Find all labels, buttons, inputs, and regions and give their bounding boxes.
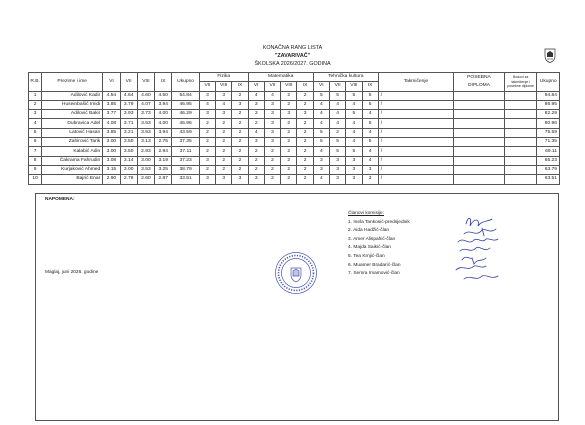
tech-grade-cell: 5 [313,138,329,147]
student-name-cell: Adilović Kadir [42,91,103,100]
grade-average-cell: 3.21 [120,128,137,137]
grade-average-cell: 3.53 [137,119,154,128]
list-title: KONAČNA RANG LISTA [262,45,323,51]
competition-cell: / [378,119,453,128]
bonus-cell [504,110,537,119]
student-name-cell: Čakrama Fahrudin [42,156,103,165]
tech-grade-cell: 4 [362,110,378,119]
tech-grade-cell: 5 [329,147,345,156]
signature-stroke [460,247,490,251]
tech-grade-cell: 5 [362,138,378,147]
physics-grade-cell: 3 [199,156,215,165]
tech-grade-header: VII [329,82,345,91]
math-grade-cell: 4 [264,91,280,100]
diploma-cell [454,128,505,137]
school-year: ŠKOLSKA 2026/2027. GODINA [254,61,331,67]
tech-grade-cell: 5 [346,91,362,100]
math-grade-cell: 3 [264,119,280,128]
tech-grade-cell: 4 [346,138,362,147]
tech-grade-cell: 5 [313,128,329,137]
final-score-cell: 75.59 [537,128,560,137]
math-grade-cell: 2 [281,138,297,147]
physics-grade-cell: 2 [232,128,248,137]
table-row [29,165,560,174]
grade-average-cell: 3.13 [137,138,154,147]
place-date: Maglaj, juni 2026. godine [45,270,99,275]
physics-grade-cell: 2 [216,147,232,156]
physics-grade-cell: 3 [216,91,232,100]
row-number-cell: 10 [29,175,42,184]
grade-average-cell: 4.07 [137,100,154,109]
math-grade-cell: 2 [264,147,280,156]
math-grade-cell: 2 [297,175,313,184]
grade-average-cell: 3.85 [103,128,120,137]
grade-average-cell: 2.78 [120,175,137,184]
notes-title: NAPOMENA: [45,197,75,202]
physics-grade-cell: 3 [199,110,215,119]
math-grade-cell: 2 [281,128,297,137]
bonus-cell [504,119,537,128]
math-grade-header: VIII [281,82,297,91]
row-number-cell: 6 [29,138,42,147]
physics-grade-cell: 3 [216,110,232,119]
math-grade-header: IX [297,82,313,91]
diploma-cell [454,175,505,184]
bonus-cell [504,138,537,147]
math-grade-cell: 2 [264,175,280,184]
tech-grade-cell: 3 [346,175,362,184]
grade-average-cell: 3.25 [155,165,172,174]
physics-grade-cell: 2 [199,138,215,147]
math-grade-cell: 2 [281,100,297,109]
physics-grade-cell: 2 [199,119,215,128]
grade-average-cell: 3.73 [137,110,154,119]
bonus-cell [504,165,537,174]
physics-grade-cell: 2 [232,138,248,147]
total-cell: 37.11 [172,147,199,156]
document-header [0,44,585,68]
grade-average-cell: 3.00 [103,138,120,147]
math-grade-header: VII [264,82,280,91]
math-grade-cell: 3 [297,110,313,119]
math-grade-cell: 3 [248,110,264,119]
math-grade-cell: 2 [297,165,313,174]
student-name-cell: Dubravica Adel [42,119,103,128]
tech-grade-cell: 4 [313,147,329,156]
grade-average-cell: 3.00 [137,156,154,165]
math-grade-cell: 2 [297,138,313,147]
tech-grade-header: IX [362,82,378,91]
grade-average-cell: 2.90 [103,175,120,184]
tech-grade-cell: 5 [346,110,362,119]
tech-grade-cell: 5 [329,138,345,147]
tech-grade-cell: 4 [313,175,329,184]
math-grade-cell: 2 [264,165,280,174]
table-row [29,91,560,100]
commission-member: 2. Aida Hadžić-član [348,228,390,234]
commission-member: 4. Majda Saikić-član [348,245,391,251]
math-grade-cell: 3 [248,175,264,184]
math-grade-cell: 2 [281,119,297,128]
math-grade-cell: 2 [281,165,297,174]
signature-stroke [464,276,498,279]
student-name-cell: Zahirović Tarik [42,138,103,147]
math-grade-cell: 2 [297,91,313,100]
official-stamp-image [274,251,318,295]
col-diploma-header [454,73,505,92]
col-grade-header: VII [120,73,137,92]
tech-grade-header: VIII [346,82,362,91]
grade-average-cell: 3.08 [103,156,120,165]
physics-grade-cell: 2 [199,165,215,174]
physics-grade-cell: 4 [216,100,232,109]
grade-average-cell: 2.75 [155,138,172,147]
signature-stroke [462,257,486,264]
grade-average-cell: 3.77 [103,110,120,119]
col-grade-header: VI [103,73,120,92]
student-name-cell: Kalabić Adin [42,147,103,156]
bonus-cell [504,147,537,156]
grade-average-cell: 3.85 [103,100,120,109]
bonus-cell [504,175,537,184]
physics-grade-cell: 2 [232,119,248,128]
grade-average-cell: 2.87 [155,175,172,184]
school-name: "ZAVARIVAČ" [274,53,311,59]
tech-grade-cell: 4 [329,100,345,109]
tech-grade-cell: 4 [362,128,378,137]
grade-average-cell: 3.93 [120,110,137,119]
commission-member: 3. Amer Alispahić-član [348,236,396,242]
tech-grade-cell: 3 [362,165,378,174]
physics-grade-cell: 2 [216,128,232,137]
tech-grade-cell: 3 [313,165,329,174]
final-score-cell: 86.95 [537,100,560,109]
row-number-cell: 4 [29,119,42,128]
col-bonus-header: Bodovi za takmičenje i posebne diplome [504,73,537,92]
grade-average-cell: 3.79 [120,100,137,109]
student-name-cell: Huseinbašić Imidi [42,100,103,109]
math-grade-cell: 3 [248,138,264,147]
final-score-cell: 63.79 [537,165,560,174]
math-grade-header: VI [248,82,264,91]
table-row [29,138,560,147]
tech-grade-cell: 4 [313,119,329,128]
col-name-header: Prezime i ime [42,73,103,92]
math-grade-cell: 3 [264,128,280,137]
signature-stroke [456,266,486,270]
diploma-cell [454,100,505,109]
grade-average-cell: 4.54 [103,91,120,100]
tech-grade-cell: 4 [346,100,362,109]
math-grade-cell: 2 [264,156,280,165]
math-grade-cell: 3 [281,110,297,119]
competition-cell: / [378,91,453,100]
tech-grade-cell: 5 [329,91,345,100]
col-rb-header: R.B. [29,73,42,92]
tech-grade-cell: 4 [346,128,362,137]
grade-average-cell: 4.50 [155,91,172,100]
table-row [29,119,560,128]
commission-member: 6. Muamer Bradarić-član [348,262,401,268]
tech-grade-cell: 4 [362,156,378,165]
group-physics-header: Fizika [199,73,248,82]
row-number-cell: 9 [29,165,42,174]
physics-grade-cell: 2 [216,165,232,174]
grade-average-cell: 3.50 [120,138,137,147]
competition-cell: / [378,156,453,165]
row-number-cell: 8 [29,156,42,165]
table-row [29,100,560,109]
grade-average-cell: 3.94 [155,100,172,109]
table-row [29,147,560,156]
diploma-cell [454,110,505,119]
grade-average-cell: 3.19 [155,156,172,165]
total-cell: 45.96 [172,119,199,128]
diploma-cell [454,138,505,147]
physics-grade-cell: 2 [232,91,248,100]
bonus-cell [504,91,537,100]
crest-icon [544,48,556,63]
competition-cell: / [378,165,453,174]
diploma-cell [454,147,505,156]
student-name-cell: Adilović Bakir [42,110,103,119]
grade-average-cell: 3.50 [120,147,137,156]
col-grade-header: VIII [137,73,154,92]
physics-grade-header: VII [199,82,215,91]
diploma-cell [454,156,505,165]
total-cell: 46.29 [172,110,199,119]
math-grade-cell: 3 [264,138,280,147]
grade-average-cell: 3.14 [120,156,137,165]
row-number-cell: 5 [29,128,42,137]
math-grade-cell: 2 [248,165,264,174]
diploma-cell [454,119,505,128]
commission-member: 1. Inela Tankosić-predsjednik [348,219,410,225]
row-number-cell: 1 [29,91,42,100]
physics-grade-header: IX [232,82,248,91]
tech-grade-cell: 2 [329,128,345,137]
diploma-cell [454,165,505,174]
math-grade-cell: 2 [248,156,264,165]
signature-stroke [458,239,498,242]
commission-title: Članovi komisije: [348,211,384,216]
table-row [29,128,560,137]
grade-average-cell: 4.64 [120,91,137,100]
commission-list [348,210,410,279]
physics-grade-cell: 2 [216,138,232,147]
physics-grade-cell: 2 [199,147,215,156]
final-score-cell: 94.84 [537,91,560,100]
bonus-cell [504,156,537,165]
physics-grade-cell: 2 [232,110,248,119]
competition-cell: / [378,138,453,147]
math-grade-cell: 2 [297,156,313,165]
grade-average-cell: 3.00 [103,147,120,156]
tech-grade-cell: 4 [313,110,329,119]
competition-cell: / [378,147,453,156]
grade-average-cell: 2.93 [137,147,154,156]
grade-average-cell: 3.94 [155,128,172,137]
grade-average-cell: 3.15 [103,165,120,174]
math-grade-cell: 2 [248,119,264,128]
tech-grade-cell: 3 [313,156,329,165]
diploma-header-line: POSEBNA [467,74,491,80]
col-final-header: Ukupno [537,73,560,92]
grade-average-cell: 4.00 [155,110,172,119]
grade-average-cell: 2.94 [155,147,172,156]
final-score-cell: 80.96 [537,119,560,128]
physics-grade-cell: 2 [216,156,232,165]
math-grade-cell: 2 [281,147,297,156]
physics-grade-cell: 2 [216,119,232,128]
tech-grade-cell: 4 [362,147,378,156]
math-grade-cell: 2 [297,100,313,109]
tech-grade-cell: 5 [362,119,378,128]
ranking-table-body [29,91,560,184]
math-grade-cell: 4 [248,91,264,100]
student-name-cell: Bajrić Enar [42,175,103,184]
grade-average-cell: 4.60 [137,91,154,100]
tech-grade-cell: 4 [329,119,345,128]
col-grade-header: IX [155,73,172,92]
grade-average-cell: 2.60 [137,175,154,184]
physics-grade-cell: 3 [232,100,248,109]
group-math-header: Matematika [248,73,313,82]
physics-grade-cell: 3 [232,175,248,184]
total-cell: 37.35 [172,138,199,147]
physics-grade-cell: 3 [199,175,215,184]
row-number-cell: 2 [29,100,42,109]
final-score-cell: 65.23 [537,156,560,165]
math-grade-cell: 2 [297,147,313,156]
signatures-image [428,208,528,288]
final-score-cell: 82.29 [537,110,560,119]
grade-average-cell: 4.00 [155,119,172,128]
student-name-cell: Kurjaković Ahmed [42,165,103,174]
competition-cell: / [378,100,453,109]
physics-grade-cell: 2 [232,156,248,165]
total-cell: 33.51 [172,175,199,184]
student-name-cell: Latović Hasan [42,128,103,137]
physics-grade-cell: 2 [232,147,248,156]
math-grade-cell: 2 [297,128,313,137]
final-score-cell: 71.35 [537,138,560,147]
tech-grade-cell: 3 [329,165,345,174]
physics-grade-cell: 2 [232,165,248,174]
tech-grade-cell: 4 [313,100,329,109]
tech-grade-cell: 5 [346,147,362,156]
physics-grade-cell: 3 [199,91,215,100]
diploma-cell [454,91,505,100]
grade-average-cell: 4.08 [103,119,120,128]
table-row [29,175,560,184]
physics-grade-cell: 3 [216,175,232,184]
grade-average-cell: 3.00 [120,165,137,174]
physics-grade-header: VIII [216,82,232,91]
total-cell: 38.79 [172,165,199,174]
grade-average-cell: 3.71 [120,119,137,128]
math-grade-cell: 2 [281,175,297,184]
final-score-cell: 69.11 [537,147,560,156]
tech-grade-cell: 4 [329,110,345,119]
bonus-cell [504,100,537,109]
total-cell: 37.23 [172,156,199,165]
math-grade-cell: 3 [264,110,280,119]
grade-average-cell: 3.53 [137,128,154,137]
competition-cell: / [378,110,453,119]
tech-grade-cell: 3 [346,165,362,174]
tech-grade-header: VI [313,82,329,91]
diploma-header-line: DIPLOMA [467,82,490,88]
tech-grade-cell: 5 [313,91,329,100]
row-number-cell: 7 [29,147,42,156]
final-score-cell: 63.51 [537,175,560,184]
physics-grade-cell: 2 [199,128,215,137]
math-grade-cell: 2 [281,91,297,100]
math-grade-cell: 3 [248,100,264,109]
math-grade-cell: 2 [248,147,264,156]
table-row [29,156,560,165]
commission-member: 5. Tea Krnjić-član [348,253,385,259]
notes-box [35,193,559,421]
tech-grade-cell: 3 [329,156,345,165]
tech-grade-cell: 4 [346,119,362,128]
grade-average-cell: 3.53 [137,165,154,174]
competition-cell: / [378,175,453,184]
col-total-header: Ukupno [172,73,199,92]
signature-stroke [466,218,492,226]
col-competition-header: Takmičenje [378,73,453,92]
math-grade-cell: 4 [248,128,264,137]
bonus-cell [504,128,537,137]
physics-grade-cell: 4 [199,100,215,109]
table-row [29,110,560,119]
group-tech-header: Tehnička kultura [313,73,378,82]
math-grade-cell: 2 [281,156,297,165]
tech-grade-cell: 5 [362,100,378,109]
tech-grade-cell: 3 [362,175,378,184]
signature-stroke [464,228,496,236]
math-grade-cell: 3 [264,100,280,109]
tech-grade-cell: 3 [329,175,345,184]
tech-grade-cell: 3 [346,156,362,165]
total-cell: 46.95 [172,100,199,109]
row-number-cell: 3 [29,110,42,119]
total-cell: 43.59 [172,128,199,137]
ranking-table [28,72,560,185]
tech-grade-cell: 5 [362,91,378,100]
math-grade-cell: 2 [297,119,313,128]
competition-cell: / [378,128,453,137]
total-cell: 54.84 [172,91,199,100]
commission-member: 7. Semra Imamović-član [348,271,400,277]
